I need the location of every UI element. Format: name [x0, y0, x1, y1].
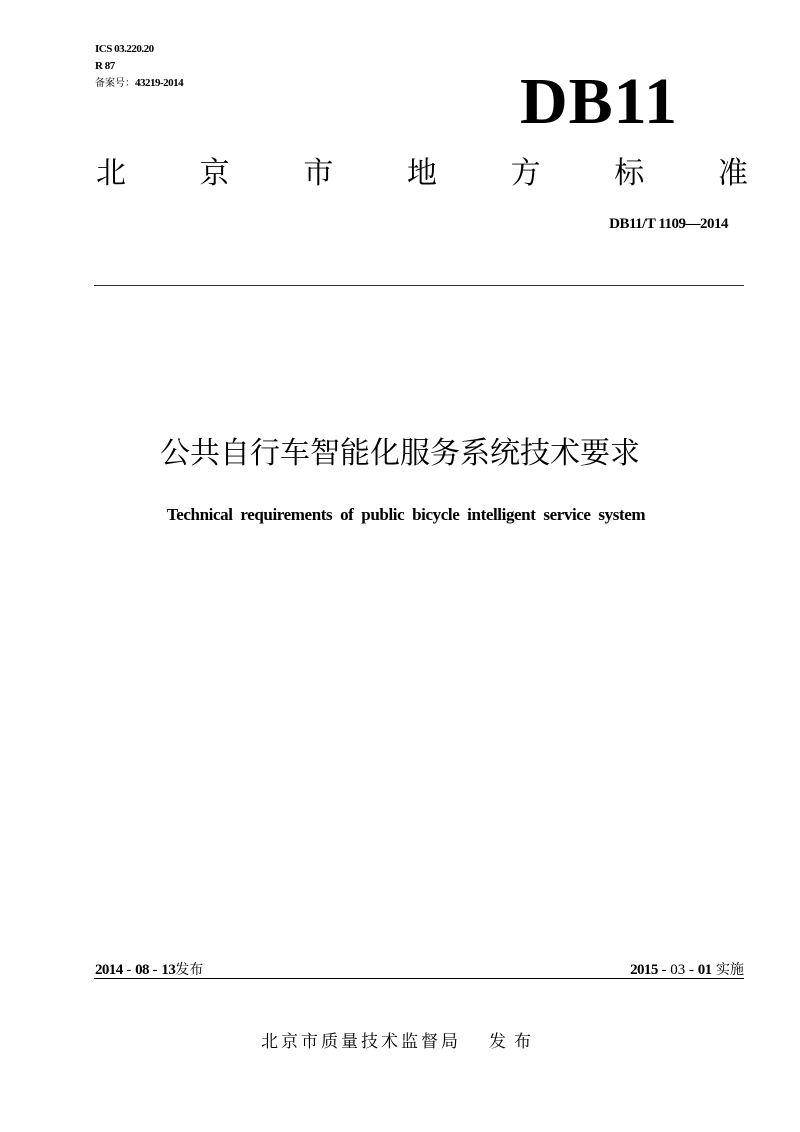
record-label: 备案号： [95, 78, 135, 89]
standard-type-char: 地 [406, 156, 437, 191]
publisher-action: 发布 [489, 1032, 539, 1052]
ics-code: ICS 03.220.20 [95, 43, 154, 55]
standard-type-char: 京 [199, 156, 230, 191]
implement-day: 01 [697, 962, 712, 978]
standard-type-char: 方 [510, 156, 541, 191]
publish-day: 13 [161, 962, 176, 978]
implement-month: 03 [670, 962, 686, 978]
standard-type-char: 市 [303, 156, 334, 191]
title-english: Technical requirements of public bicycle intelligent service system [166, 505, 646, 524]
standard-type-char: 北 [96, 156, 126, 191]
publish-month: 08 [135, 962, 149, 978]
standard-type [96, 152, 748, 196]
header-divider [94, 285, 744, 286]
implement-sep: - [685, 962, 698, 978]
publisher [0, 1030, 800, 1054]
publish-label: 发布 [175, 962, 204, 978]
standard-number: DB11/T 1109—2014 [609, 216, 728, 232]
title-chinese: 公共自行车智能化服务系统技术要求 [160, 436, 640, 471]
footer-divider [94, 978, 744, 979]
ccs-code: R 87 [95, 60, 115, 72]
classification-block [95, 41, 183, 92]
implement-sep: - [657, 962, 671, 978]
publisher-organization: 北京市质量技术监督局 [261, 1032, 461, 1052]
standard-type-char: 标 [614, 156, 645, 191]
publish-sep: - [148, 962, 162, 978]
publish-year: 2014 [95, 962, 123, 978]
implement-label: 实施 [711, 962, 744, 978]
standard-type-char: 准 [717, 156, 748, 191]
implement-year: 2015 [630, 962, 658, 978]
record-number: 43219-2014 [135, 77, 184, 89]
record-line [95, 75, 183, 92]
db-mark: DB11 [520, 65, 679, 138]
publish-sep: - [122, 962, 136, 978]
